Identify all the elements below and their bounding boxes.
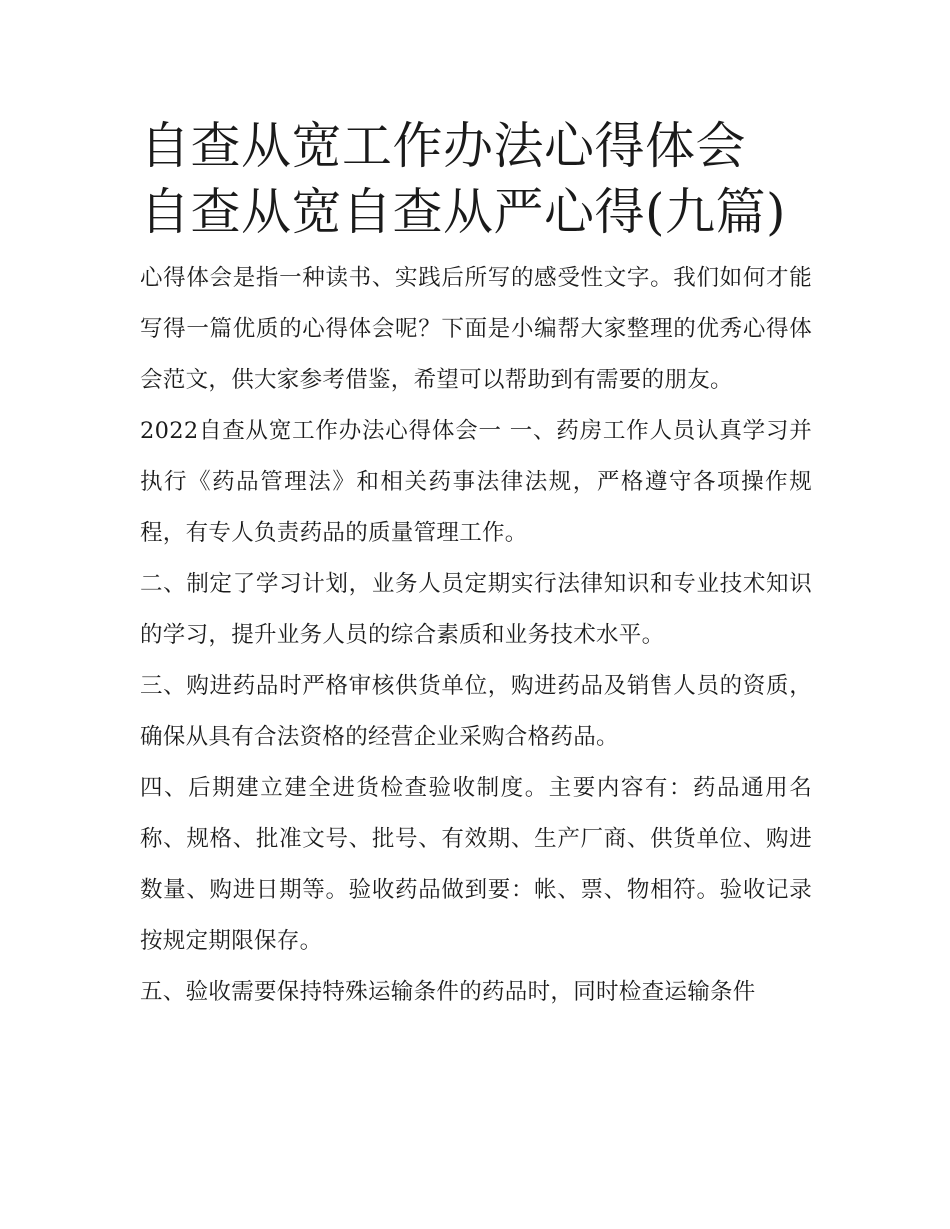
section-two-paragraph: 二、制定了学习计划，业务人员定期实行法律知识和专业技术知识的学习，提升业务人员的综合素质和业务技术水平。 bbox=[140, 571, 812, 648]
section-four-paragraph: 四、后期建立建全进货检查验收制度。主要内容有：药品通用名称、规格、批准文号、批号、有效期、生产厂商、供货单位、购进数量、购进日期等。验收药品做到要：帐、票、物相符。验收记录按规定期限保存。 bbox=[140, 775, 812, 954]
document-content bbox=[140, 113, 812, 1018]
section-three-paragraph: 三、购进药品时严格审核供货单位，购进药品及销售人员的资质，确保从具有合法资格的经营企业采购合格药品。 bbox=[140, 673, 812, 750]
intro-paragraph: 心得体会是指一种读书、实践后所写的感受性文字。我们如何才能写得一篇优质的心得体会呢？下面是小编帮大家整理的优秀心得体会范文，供大家参考借鉴，希望可以帮助到有需要的朋友。 bbox=[140, 265, 812, 393]
document-title: 自查从宽工作办法心得体会 自查从宽自查从严心得(九篇) bbox=[140, 117, 787, 241]
section-five-paragraph: 五、验收需要保持特殊运输条件的药品时，同时检查运输条件 bbox=[140, 979, 756, 1005]
section-one-paragraph: 2022自查从宽工作办法心得体会一 一、药房工作人员认真学习并执行《药品管理法》和相关药事法律法规，严格遵守各项操作规程，有专人负责药品的质量管理工作。 bbox=[140, 418, 812, 546]
